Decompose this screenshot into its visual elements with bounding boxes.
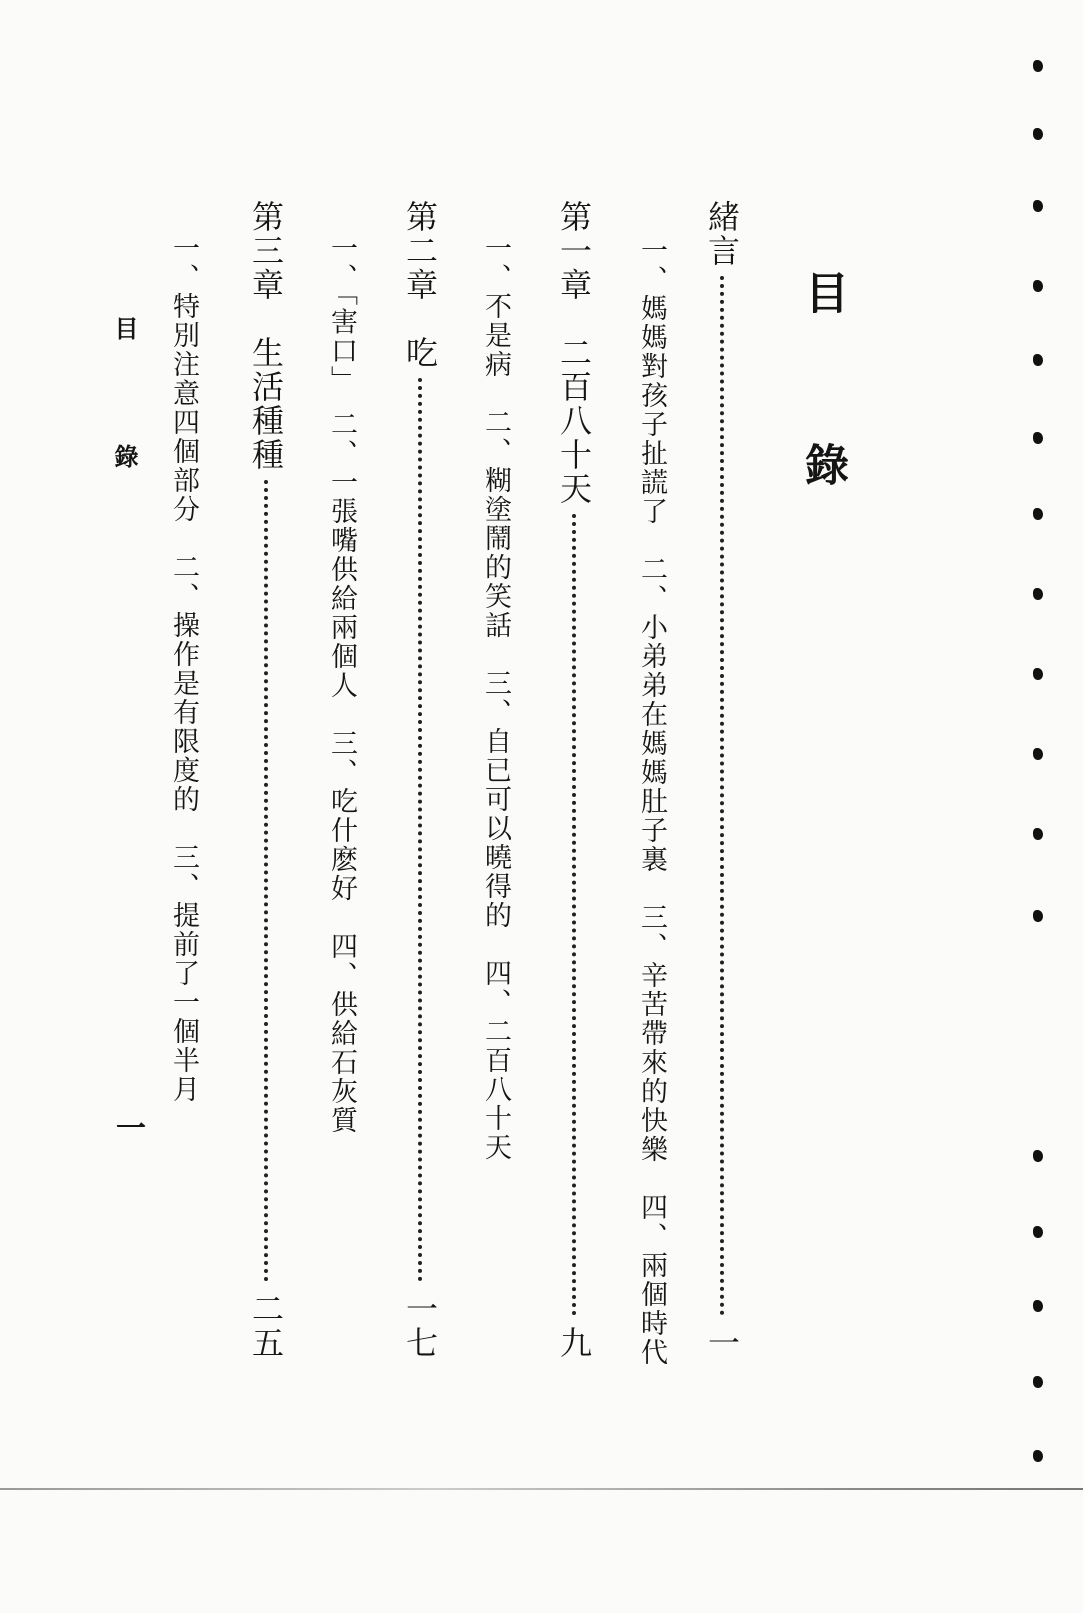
toc-entry-chapter-3 — [247, 200, 285, 1360]
leader-dots — [572, 514, 576, 1316]
toc-entry-preface — [703, 200, 741, 1360]
binding-hole-mark — [1033, 432, 1043, 444]
binding-hole-mark — [1033, 1450, 1043, 1462]
binding-hole-mark — [1033, 200, 1043, 212]
toc-subsections-preface: 一、媽媽對孩子扯謊了 二、小弟弟在媽媽肚子裏 三、辛苦帶來的快樂 四、兩個時代 — [636, 236, 667, 1367]
toc-entry-chapter-1 — [555, 200, 593, 1360]
entry-page: 一 — [703, 1326, 741, 1360]
binding-hole-mark — [1033, 910, 1043, 922]
binding-hole-mark — [1033, 280, 1043, 292]
toc-subsections-chapter-2: 一、「害口」 二、一張嘴供給兩個人 三、吃什麽好 四、供給石灰質 — [326, 234, 357, 1135]
binding-hole-mark — [1033, 128, 1043, 140]
leader-dots — [264, 480, 268, 1282]
page-number: 一 — [110, 1112, 145, 1142]
binding-hole-mark — [1033, 668, 1043, 680]
entry-label: 第三章 生活種種 — [247, 200, 285, 472]
binding-hole-mark — [1033, 354, 1043, 366]
binding-hole-mark — [1033, 1226, 1043, 1238]
binding-hole-mark — [1033, 60, 1043, 72]
binding-hole-mark — [1033, 508, 1043, 520]
binding-hole-mark — [1033, 1300, 1043, 1312]
entry-label: 緒言 — [703, 200, 741, 268]
toc-title: 目 錄 — [797, 270, 848, 528]
entry-label: 第一章 二百八十天 — [555, 200, 593, 506]
leader-dots — [720, 276, 724, 1316]
binding-hole-mark — [1033, 1376, 1043, 1388]
entry-label: 第二章 吃 — [401, 200, 439, 370]
entry-page: 二五 — [247, 1292, 285, 1360]
toc-subsections-chapter-1: 一、不是病 二、糊塗鬧的笑話 三、自已可以曉得的 四、二百八十天 — [480, 234, 511, 1162]
entry-page: 一七 — [401, 1292, 439, 1360]
running-title: 目 錄 — [110, 316, 139, 508]
leader-dots — [418, 378, 422, 1282]
binding-hole-mark — [1033, 748, 1043, 760]
binding-hole-mark — [1033, 1150, 1043, 1162]
page-bottom-edge — [0, 1488, 1083, 1490]
toc-subsections-chapter-3: 一、特別注意四個部分 二、操作是有限度的 三、提前了一個半月 — [168, 234, 199, 1104]
entry-page: 九 — [555, 1326, 593, 1360]
toc-entry-chapter-2 — [401, 200, 439, 1360]
binding-edge — [993, 0, 1083, 1613]
binding-hole-mark — [1033, 588, 1043, 600]
binding-hole-mark — [1033, 828, 1043, 840]
